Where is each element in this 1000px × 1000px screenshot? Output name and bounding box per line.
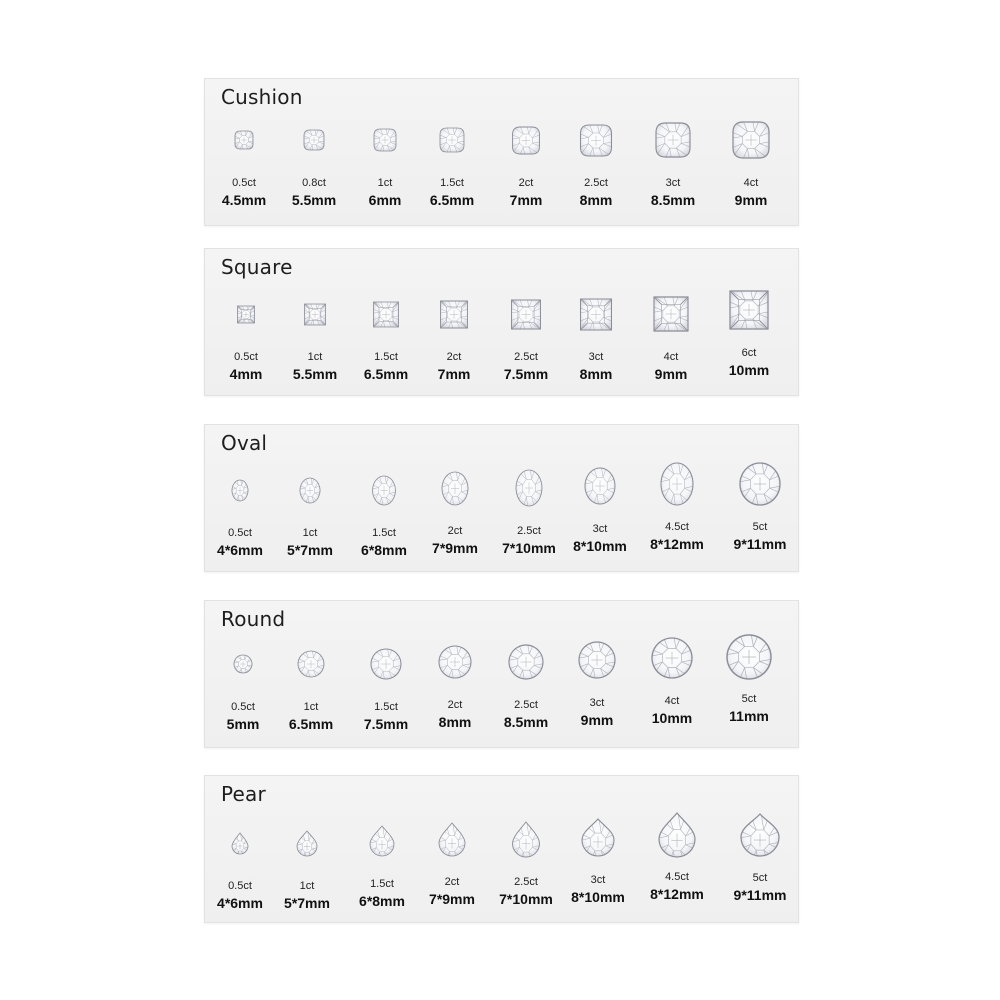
carat-label: 2ct [444,876,460,888]
section-pear [204,775,799,923]
size-label: 7*10mm [499,891,553,907]
pear-gem-icon [370,826,394,856]
size-label: 7.5mm [503,366,549,382]
pear-gem-icon [439,823,465,856]
stone-item [280,293,350,413]
carat-label: 1ct [307,351,323,363]
round-gem-icon [509,645,543,679]
stone-item [350,119,420,239]
carat-label: 2ct [447,525,463,537]
round-gem-icon [234,655,252,673]
stone-item [714,289,784,409]
carat-label: 2.5ct [514,351,538,363]
size-label: 8.5mm [503,714,549,730]
carat-label: 2.5ct [584,177,608,189]
carat-label: 0.5ct [232,177,256,189]
carat-label: 0.8ct [302,177,326,189]
size-label: 4mm [229,366,263,382]
carat-label: 2ct [518,177,534,189]
size-label: 9mm [654,366,688,382]
size-label: 6.5mm [363,366,409,382]
round-gem-icon [652,638,692,678]
carat-label: 1ct [299,880,315,892]
stone-item [563,816,633,936]
section-title: Pear [221,782,266,806]
size-label: 10mm [728,362,770,378]
stone-item [211,293,281,413]
stone-item [561,119,631,239]
carat-label: 0.5ct [228,880,252,892]
carat-label: 6ct [741,347,757,359]
stone-item [272,822,342,942]
size-label: 6*8mm [359,893,405,909]
carat-label: 1ct [302,527,318,539]
pear-gem-icon [513,822,540,857]
carat-label: 3ct [590,874,606,886]
size-label: 6*8mm [361,542,407,558]
size-label: 8*10mm [571,889,625,905]
square-gem-icon [654,297,688,331]
stone-item [420,467,490,587]
section-square [204,248,799,396]
stone-item [349,469,419,589]
size-label: 9mm [580,712,614,728]
round-gem-icon [371,649,401,679]
stone-item [417,119,487,239]
stone-item [205,822,275,942]
section-round [204,600,799,748]
carat-label: 2.5ct [514,876,538,888]
size-label: 4*6mm [217,895,263,911]
square-gem-icon [305,304,326,325]
carat-label: 5ct [741,693,757,705]
carat-label: 1.5ct [370,878,394,890]
size-label: 5*7mm [284,895,330,911]
stone-item [209,119,279,239]
cushion-gem-icon [440,128,464,152]
section-cushion [204,78,799,226]
size-label: 7*9mm [429,891,475,907]
stone-item [279,119,349,239]
square-gem-icon [730,291,768,329]
stone-item [494,467,564,587]
stone-item [491,293,561,413]
size-label: 5*7mm [287,542,333,558]
size-label: 9*11mm [733,536,787,552]
pear-gem-icon [232,833,248,854]
section-title: Cushion [221,85,303,109]
carat-label: 1.5ct [374,701,398,713]
section-oval [204,424,799,572]
stone-item [419,293,489,413]
carat-label: 0.5ct [228,527,252,539]
size-label: 7*10mm [502,540,556,556]
carat-label: 1.5ct [374,351,398,363]
size-label: 7*9mm [432,540,478,556]
stone-item [714,635,784,755]
carat-label: 1ct [303,701,319,713]
carat-label: 1ct [377,177,393,189]
size-label: 11mm [729,708,769,724]
carat-label: 1.5ct [440,177,464,189]
carat-label: 2ct [447,699,463,711]
oval-gem-icon [740,463,780,505]
carat-label: 0.5ct [234,351,258,363]
cushion-gem-icon [374,129,396,151]
section-title: Round [221,607,286,631]
cushion-gem-icon [733,122,769,158]
stone-item [642,813,712,933]
stone-item [638,119,708,239]
square-gem-icon [238,306,255,323]
oval-gem-icon [585,468,615,504]
carat-label: 5ct [752,521,768,533]
stone-item [351,293,421,413]
carat-label: 3ct [592,523,608,535]
pear-gem-icon [741,814,779,856]
stone-item [275,469,345,589]
carat-label: 0.5ct [231,701,255,713]
square-gem-icon [512,300,541,329]
stone-item [420,641,490,761]
size-label: 6mm [368,192,402,208]
carat-label: 5ct [752,872,768,884]
stone-item [565,465,635,585]
stone-item [491,119,561,239]
stone-item [276,643,346,763]
carat-label: 4.5ct [665,521,689,533]
size-label: 9mm [734,192,768,208]
stone-item [725,463,795,583]
stone-item [716,119,786,239]
section-title: Square [221,255,293,279]
size-label: 8*12mm [650,886,704,902]
cushion-gem-icon [581,125,612,156]
carat-label: 4.5ct [665,871,689,883]
stone-item [351,643,421,763]
size-label: 10mm [651,710,693,726]
size-label: 5.5mm [292,366,338,382]
oval-gem-icon [516,470,542,506]
stone-item [491,818,561,938]
pear-gem-icon [582,819,614,856]
oval-gem-icon [373,476,396,505]
cushion-gem-icon [513,127,540,154]
oval-gem-icon [661,463,693,505]
round-gem-icon [579,642,615,678]
stone-item [208,643,278,763]
size-label: 4.5mm [221,192,267,208]
stone-item [725,814,795,934]
size-label: 5mm [226,716,260,732]
stone-item [636,293,706,413]
stone-item [642,463,712,583]
carat-label: 3ct [588,351,604,363]
size-label: 8.5mm [650,192,696,208]
carat-label: 4ct [743,177,759,189]
stone-item [417,818,487,938]
round-gem-icon [439,646,471,678]
square-gem-icon [581,299,612,330]
square-gem-icon [374,302,399,327]
carat-label: 3ct [589,697,605,709]
carat-label: 2.5ct [514,699,538,711]
size-label: 6.5mm [288,716,334,732]
pear-gem-icon [297,831,317,856]
size-label: 7.5mm [363,716,409,732]
section-title: Oval [221,431,268,455]
round-gem-icon [727,635,771,679]
size-label: 5.5mm [291,192,337,208]
carat-label: 3ct [665,177,681,189]
size-label: 8mm [579,366,613,382]
carat-label: 2ct [446,351,462,363]
size-label: 6.5mm [429,192,475,208]
oval-gem-icon [300,478,320,503]
cushion-gem-icon [656,123,690,157]
stone-item [561,293,631,413]
size-label: 8*10mm [573,538,627,554]
size-label: 8mm [438,714,472,730]
cushion-gem-icon [235,131,253,149]
cushion-gem-icon [304,130,324,150]
stone-item [347,820,417,940]
pear-gem-icon [659,813,695,857]
carat-label: 4ct [664,695,680,707]
oval-gem-icon [442,472,468,505]
size-label: 8mm [579,192,613,208]
stone-item [637,637,707,757]
stone-item [205,469,275,589]
carat-label: 2.5ct [517,525,541,537]
size-label: 9*11mm [733,887,787,903]
round-gem-icon [298,651,324,677]
size-label: 4*6mm [217,542,263,558]
square-gem-icon [441,301,468,328]
size-label: 7mm [509,192,543,208]
oval-gem-icon [232,480,248,501]
size-label: 7mm [437,366,471,382]
carat-label: 4ct [663,351,679,363]
stone-item [491,641,561,761]
size-label: 8*12mm [650,536,704,552]
carat-label: 1.5ct [372,527,396,539]
stone-item [562,639,632,759]
